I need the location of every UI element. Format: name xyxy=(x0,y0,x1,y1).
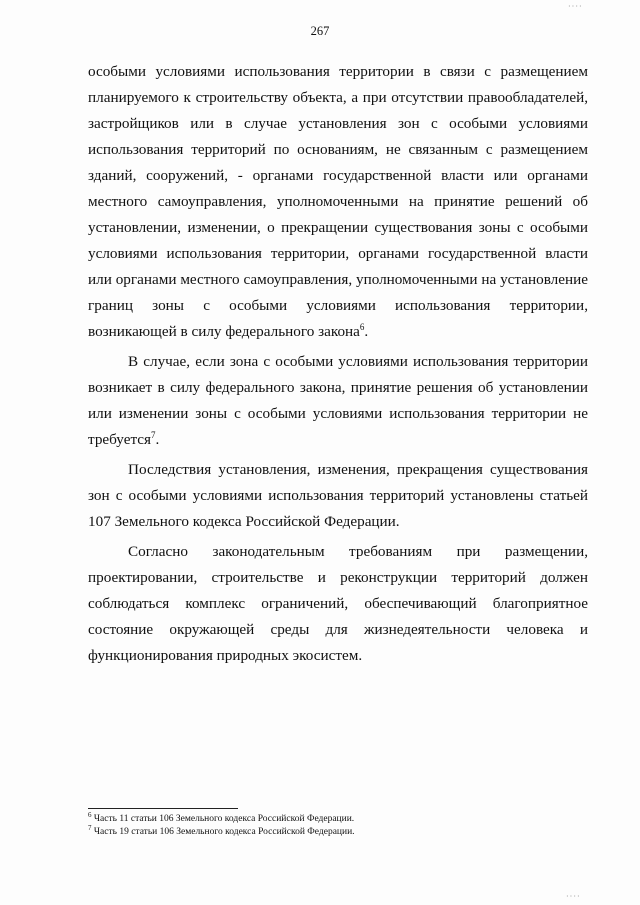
footnote-separator xyxy=(88,808,238,809)
paragraph-1 xyxy=(88,59,588,345)
paragraph-2 xyxy=(88,349,588,453)
paragraph-4: Согласно законодательным требованиям при размещении, проектировании, строительстве и реконструкции территорий должен соблюдаться комплекс ограничений, обеспечивающий благоприятное состояние окружающей среды для жизнедеятельности человека и функционирования природных экосистем. xyxy=(88,543,588,664)
paragraph-1-text: особыми условиями использования территории в связи с размещением планируемого к строительству объекта, а при отсутствии правообладателей, застройщиков или в случае установления зон с особыми условиями использования территорий по основаниям, не связанным с размещением зданий, сооружений, - органами государственной власти или органами местного самоуправления, уполномоченными на принятие решений об установлении, изменении, о прекращении существования зоны с особыми условиями использования территории, органами государственной власти или органами местного самоуправления, уполномоченными на установление границ зоны с особыми условиями использования территории, возникающей в силу федерального закона xyxy=(88,63,588,340)
page-number: 267 xyxy=(310,24,330,38)
paragraph-1-end: . xyxy=(364,323,369,340)
footnote-mark-6: 6 xyxy=(88,810,92,819)
footnote-ref-7[interactable]: 7 xyxy=(151,429,156,440)
document-body xyxy=(88,59,588,669)
footnote-7-text: Часть 19 статьи 106 Земельного кодекса Российской Федерации. xyxy=(93,827,355,837)
footnote-mark-7: 7 xyxy=(88,823,92,832)
scan-artifact-bottom: ···· xyxy=(566,892,581,901)
footnote-6 xyxy=(88,810,508,826)
footnotes xyxy=(88,810,508,839)
footnote-6-text: Часть 11 статьи 106 Земельного кодекса Российской Федерации. xyxy=(93,814,355,824)
scan-artifact-top: ···· xyxy=(568,2,583,11)
paragraph-2-end: . xyxy=(155,431,160,448)
paragraph-3: Последствия установления, изменения, прекращения существования зон с особыми условиями использования территорий установлены статьей 107 Земельного кодекса Российской Федерации. xyxy=(88,461,588,530)
footnote-7 xyxy=(88,823,508,839)
paragraph-2-text: В случае, если зона с особыми условиями использования территории возникает в силу федерального закона, принятие решения об установлении или изменении зоны с особыми условиями использования территории не требуется xyxy=(88,353,588,448)
footnote-ref-6[interactable]: 6 xyxy=(359,321,365,332)
